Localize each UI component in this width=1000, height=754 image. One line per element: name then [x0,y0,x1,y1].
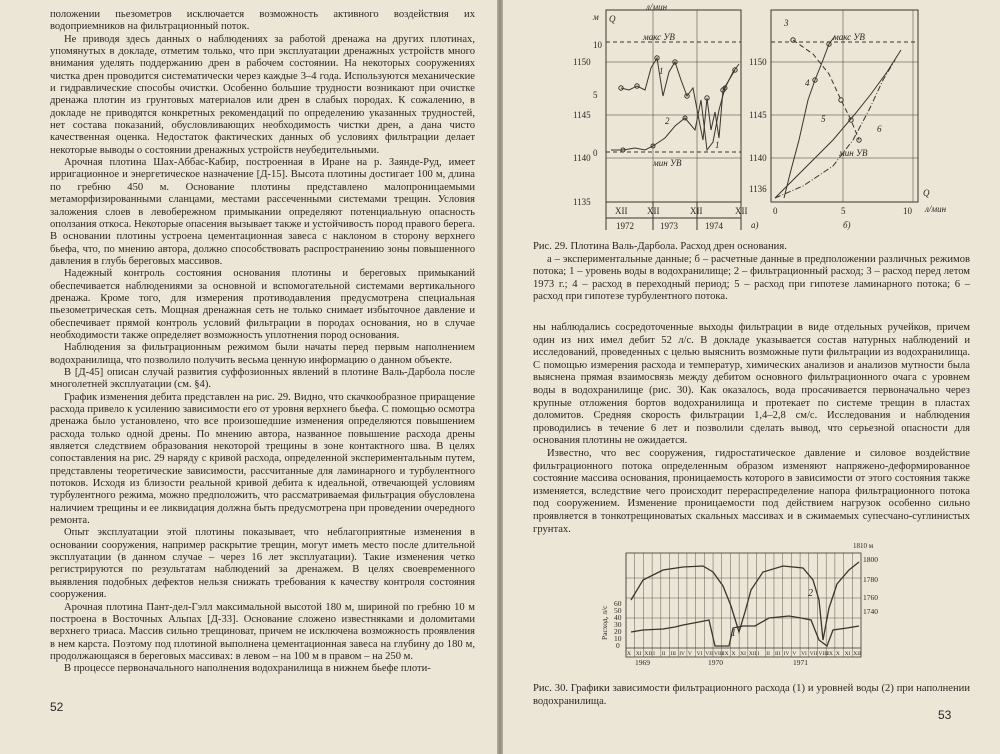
fig30-month-label: IX [827,651,833,657]
fig29-qtick: 5 [593,90,598,100]
fig29-month: XII [647,206,660,216]
fig29-year: 1973 [660,221,678,231]
fig29-year: 1974 [705,221,723,231]
fig29-unit-lpm: л/мин [646,2,668,12]
paragraph: Арочная плотина Пант-дел-Гэлл максимальной высотой 180 м, шириной по гребню 10 м построена в Восточных Альпах [Д-33]. Основание сложено известняками и доломитами верхнего триаса. Массив сильно трещиноват, причем не исключена возможность проявления в нем карста. Поэтому под плотиной выполнена цементационная завеса на глубину до 180 м, продолжающаяся в береговых массивах: в левом – на 100 м в правом – на 250 м. [50,601,475,662]
fig29-ytick: 1140 [573,153,591,163]
fig29-ytick: 1150 [573,57,591,67]
fig29-month: XII [735,206,748,216]
fig30-month-label: VIII [714,651,724,657]
fig30-frame [626,553,861,657]
fig30-month-label: XI [844,651,851,657]
paragraph: Наблюдения за фильтрационным режимом были начаты перед первым наполнением водохранилища, что позволило получить весьма ценную информацию о данном объекте. [50,342,475,366]
fig29-curve-label: 1 [659,66,664,76]
fig29b-x-unit: л/мин [925,204,947,214]
fig30-month-label: XI [740,651,746,657]
fig30-month-label: VIII [818,651,828,657]
figure-30 [503,0,1000,754]
fig29a-min-uv-label: мин УВ [653,158,682,168]
fig29-ytick: 1135 [573,197,591,207]
right-page [503,0,1000,754]
fig29-q-label: Q [609,14,616,24]
fig30-left-tick: 60 [614,599,622,608]
fig30-month-label: XI [635,651,642,657]
fig30-month-label: X [835,651,840,657]
fig29b-min-uv-label: мин УВ [839,148,868,158]
fig30-month-label: V [687,651,692,657]
fig30-month-label: III [774,651,781,657]
fig29-ytick: 1145 [573,110,591,120]
fig30-right-tick: 1740 [863,607,878,616]
fig30-left-axis-label: Расход, л/с [600,605,609,640]
figure-29-title: Рис. 29. Плотина Валь-Дарбола. Расход дрен основания. [533,241,787,252]
fig30-right-tick: 1760 [863,593,878,602]
fig29-curve-label: 5 [821,114,826,124]
fig30-month-label: V [792,651,797,657]
fig30-month-label: IX [722,651,729,657]
fig30-year: 1970 [708,658,723,667]
fig30-month-label: VII [809,651,818,657]
fig29b-ytick: 1150 [749,57,767,67]
fig30-month-label: III [670,651,677,657]
left-page [0,0,497,754]
fig29b-max-uv-label: макс УВ [833,32,865,42]
fig29b-xtick: 5 [841,206,846,216]
fig30-month-label: II [766,651,770,657]
fig29-qtick: 0 [593,148,598,158]
fig30-right-tick: 1800 [863,555,878,564]
fig30-year: 1971 [793,658,808,667]
left-page-text [50,9,475,676]
fig29-panel-b: б) [843,220,851,230]
paragraph: Арочная плотина Шах-Аббас-Кабир, построенная в Иране на р. Заянде-Руд, имеет ирригационное и энергетическое назначение [Д-15]. Высота плотины достигает 100 м, длина по гребню 450 м. Основание плотины представлено малопроницаемыми метаморфизированными сланцами, местами рассеченными системами трещин. Условия заложения слоев в левобережном примыкании определяют потенциальную опасность оползания откоса. Некоторые опасения вызывает также и устойчивость пород правого берега. В основании плотины устроена цементационная завеса с наклоном в сторону верхнего бьефа, что, по мнению автора, должно способствовать распространению зоны повышенного давления в глубь береговых массивов. [50,157,475,267]
fig30-right-tick: 1780 [863,575,878,584]
fig30-left-tick: 0 [616,641,620,650]
fig30-curve-1-label: 1 [731,628,736,639]
fig29b-xtick: 10 [903,206,912,216]
fig29-qtick: 10 [593,40,602,50]
fig29b-ytick: 1145 [749,110,767,120]
fig29-panel-a: а) [751,220,759,230]
fig29b-xtick: 0 [773,206,778,216]
fig30-curve-2-label: 2 [808,588,813,599]
figure-30-caption: Рис. 30. Графики зависимости фильтрационного расхода (1) и уровней воды (2) при наполнении водохранилища. [533,683,970,707]
fig29b-q-label: Q [923,188,930,198]
fig30-year: 1969 [635,658,650,667]
paragraph: Опыт эксплуатации этой плотины показывает, что неблагоприятные изменения в основании сооружения, например раскрытие трещин, могут иметь место после длительной эксплуатации (в данном случае – через 16 лет эксплуатации). Такие изменения четко регистрируются по результатам наблюдений за дренажем. В целях своевременного выявления подобных дефектов нельзя снижать требования к качеству контроля состояния сооружения. [50,527,475,601]
paragraph: График изменения дебита представлен на рис. 29. Видно, что скачкообразное приращение расхода привело к усилению зависимости его от уровня верхнего бьефа. С помощью осмотра дренажа было установлено, что все произошедшие изменения определяются повышением расхода только одной дрены. По мнению автора, названное повышение расхода дрены является следствием образования некоторой трещины в зоне контактного шва. В целях сопоставления на рис. 29 наряду с кривой расхода, определенной экспериментальным путем, представлены теоретические зависимости, рассчитанные для ламинарного и турбулентного потоков. Исходя из близости реальной кривой дебита к идеальной, отвечающей условиям турбулентного режима, можно предположить, что рассматриваемая фильтрация обусловлена наличием трещины и ее ликвидация должна быть предусмотрена при проведении очередного ремонта. [50,391,475,527]
fig30-month-label: X [627,651,631,657]
fig30-month-label: X [731,651,736,657]
fig30-month-label: XII [644,651,653,657]
page-number-right: 53 [938,708,952,722]
fig29b-ytick: 1140 [749,153,767,163]
fig29-unit-m: м [593,12,599,22]
paragraph: Надежный контроль состояния основания плотины и береговых примыканий обеспечивается наблюдениями за основной и вспомогательной системами вертикального дренажа. Кроме того, для измерения противодавления предусмотрена специальная пьезометрическая сеть. Мощная дренажная сеть не только снимает избыточное давление и обеспечивает прямой контроль условий фильтрации в породах основания, но в случае необходимости также определяет возможность уплотнения пород основания. [50,268,475,341]
paragraph: положении пьезометров исключается возможность активного воздействия их водоприемников на фильтрационный поток. [50,9,475,33]
fig30-month-label: I [757,651,760,657]
fig30-month-label: XII [853,651,861,657]
fig30-month-label: IV [679,651,686,657]
fig29b-ytick: 1136 [749,184,767,194]
fig29-curve-label: 1 [715,140,720,150]
fig30-month-label: IV [783,651,790,657]
fig30-month-label: VI [801,651,807,657]
fig29-month: XII [615,206,628,216]
fig29-month: XII [690,206,703,216]
paragraph: Известно, что вес сооружения, гидростатическое давление и силовое воздействие фильтрационного потока определенным образом изменяют напряжено-деформированное состояние массива основания, проницаемость которого в зависимости от этого состояния также изменяется, вследствие чего происходит перераспределение напора фильтрационного потока под сооружением. Изменение проницаемости под действием нагрузок особенно сильно проявляется в тонкотрещиноватых скальных массивах и в сжимаемых супесчано-суглинистых грунтах. [533,447,970,535]
fig30-month-label: XII [748,651,757,657]
fig30-left-tick: 30 [614,620,622,629]
fig30-left-tick: 50 [614,606,622,615]
fig30-left-tick: 40 [614,613,622,622]
fig30-left-tick: 10 [614,634,622,643]
paragraph: ны наблюдались сосредоточенные выходы фильтрации в виде отдельных ручейков, причем один из них имел дебит 52 л/с. В докладе указывается состав натурных наблюдений и исследований, проведенных с целью выяснить возможные пути фильтрации из водохранилища. С помощью измерения расхода и температур, химических анализов и анализов мутности была выяснена прямая взаимосвязь между дебитом основного фильтрационного очага с уровнем воды в водохранилище (рис. 30). Как оказалось, вода просачивается первоначально через крупные отложения бортов водохранилища и протекает по системе трещин в пластах доломитов. Средняя скорость фильтрации 1,4–2,8 см/с. Исследования и наблюдения проводились в течение 6 лет и позволили сделать вывод, что серьезной опасности для основания плотины не ожидается. [533,322,970,447]
fig29-year: 1972 [616,221,634,231]
fig29-curve-label: 6 [877,124,882,134]
fig30-right-unit: 1810 м [853,542,874,550]
fig30-month-label: VII [705,651,713,657]
paragraph: Не приводя здесь данных о наблюдениях за работой дренажа на других плотинах, упомянутых в докладе, отметим только, что при эксплуатации дренажных устройств много внимания уделять поддержанию дрен в рабочем состоянии. На некоторых сооружениях чистка дрен проводится систематически через каждые 3–4 года. Используются механические и гидравлические способы очистки. Особенно большие трудности возникают при очистке дренажа плотин из грунтовых материалов или дрен в слабых породах. К сожалению, в докладе не приводятся конкретных рекомендаций по определению указанных трудностей, нет состава показаний, обусловливающих необходимость чистки дрен, а дана чисто качественная оценка. Недостаток фактических данных об условиях фильтрации делает некоторые выводы о состоянии дренажных устройств неубедительными. [50,33,475,156]
fig29-curve-label: 3 [784,18,789,28]
fig30-month-label: VI [696,651,703,657]
paragraph: В процессе первоначального наполнения водохранилища в нижнем бьефе плоти- [64,663,431,675]
fig29-curve-label: 4 [805,78,810,88]
page-number-left: 52 [50,700,64,714]
fig30-left-tick: 20 [614,627,622,636]
fig30-month-label: II [661,651,666,657]
fig30-month-label: I [653,651,655,657]
fig29a-max-uv-label: макс УВ [643,32,675,42]
paragraph: В [Д-45] описан случай развития суффозионных явлений в плотине Валь-Дарбола после многолетней эксплуатации (см. §4). [50,366,475,391]
figure-29-legend: а – экспериментальные данные; б – расчетные данные в предположении различных режимов потока; 1 – уровень воды в водохранилище; 2 – фильтрационный расход; 3 – расход перед летом 1973 г.; 4 – расход в переходный период; 5 – расход при гипотезе ламинарного потока; 6 – расход при гипотезе турбулентного потока. [533,253,970,303]
fig29-curve-label: 2 [665,116,670,126]
